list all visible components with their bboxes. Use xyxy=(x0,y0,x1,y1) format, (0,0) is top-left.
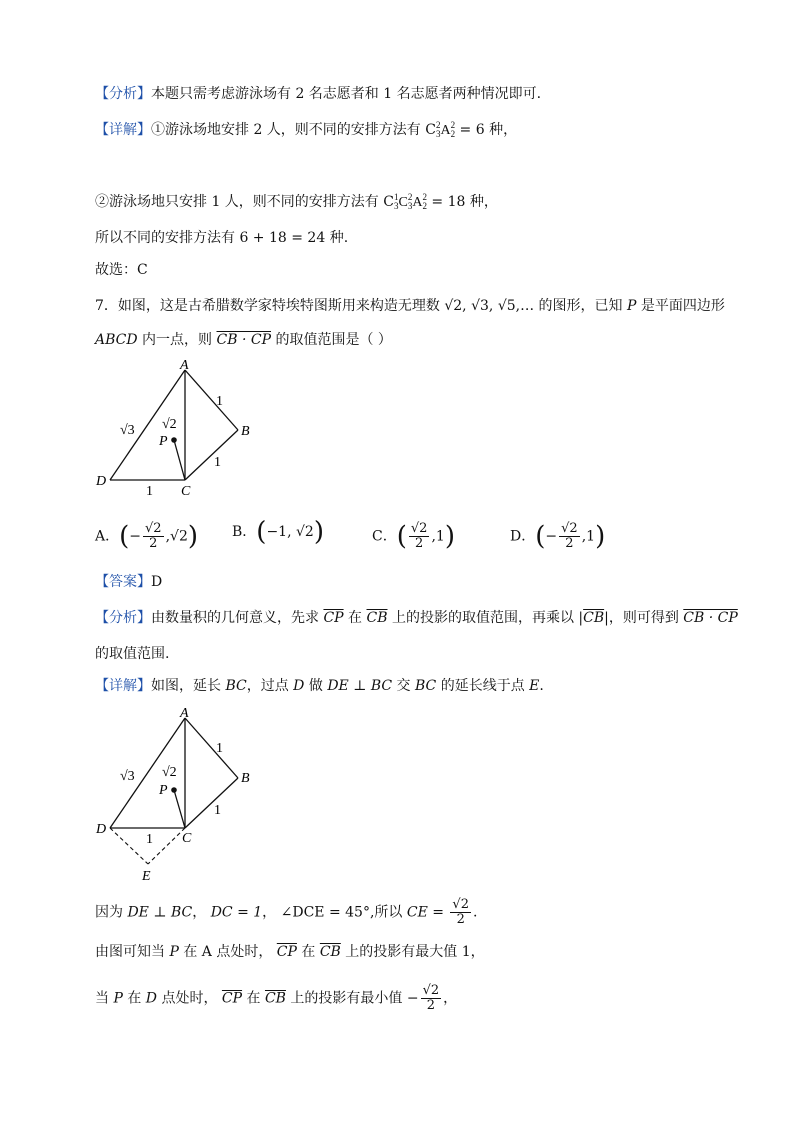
q6-detail-2-a: A xyxy=(412,195,423,210)
q7-detail-g: . xyxy=(539,678,544,694)
q6-detail-2-c2: C xyxy=(398,195,408,210)
label-e-2: E xyxy=(142,869,151,884)
analysis-tag-q7: 【分析】 xyxy=(95,610,151,626)
q7-option-d[interactable]: D．(− $\frac{√2}{2}$ ,1) xyxy=(510,521,606,552)
q7-answer-line xyxy=(95,572,162,592)
max-a: 由图可知当 xyxy=(95,944,170,960)
q7-stem-abcd: ABCD xyxy=(95,332,138,348)
because-end: . xyxy=(472,904,478,921)
q7-detail-a: 如图，延长 xyxy=(151,678,226,694)
q7-analysis-cp: $\overline{CP}$ xyxy=(323,610,344,626)
q6-detail-line-2 xyxy=(95,192,498,213)
q7-stem-line-2 xyxy=(95,330,392,350)
detail-tag: 【详解】 xyxy=(95,122,151,138)
q7-stem-line-1 xyxy=(95,296,725,316)
q7-detail-b: ，过点 xyxy=(246,678,294,694)
q6-detail-2-tail: = 18 种， xyxy=(426,194,498,210)
min-frac: $\frac{√2}{2}$ xyxy=(422,983,440,1013)
label-ab-2: 1 xyxy=(216,741,223,756)
label-p: P xyxy=(159,434,168,449)
q6-detail-line-1 xyxy=(95,120,517,141)
label-c: C xyxy=(181,484,191,499)
max-d: 上的投影有最大值 1， xyxy=(340,944,485,960)
because-perp: DE ⊥ BC xyxy=(127,904,193,921)
option-c-frac: $\frac{√2}{2}$ xyxy=(410,521,428,551)
label-ab: 1 xyxy=(216,394,223,409)
because-frac: $\frac{√2}{2}$ xyxy=(452,897,469,927)
q7-detail-bc: BC xyxy=(225,678,247,694)
min-cp: $\overline{CP}$ xyxy=(221,990,243,1007)
label-b: B xyxy=(241,424,250,439)
q6-summary-line: 所以不同的安排方法有 6 + 18 = 24 种. xyxy=(95,230,349,246)
q6-detail-1-a: A xyxy=(440,123,451,138)
q7-detail-e: 交 xyxy=(392,678,415,694)
option-a-frac: $\frac{√2}{2}$ xyxy=(145,521,162,551)
because-c: ， ∠DCE = 45°,所以 xyxy=(262,904,407,921)
max-b: 在 A 点处时， xyxy=(178,944,277,960)
edge-ce-dashed xyxy=(148,828,185,864)
answer-tag: 【答案】 xyxy=(95,574,151,590)
point-p-2 xyxy=(171,787,177,793)
q6-choice-line: 故选：C xyxy=(95,262,148,278)
option-d-frac: $\frac{√2}{2}$ xyxy=(561,521,578,551)
option-b-text: −1, √2 xyxy=(266,524,314,540)
q7-detail-d: D xyxy=(293,678,305,694)
segment-pc-2 xyxy=(174,790,185,828)
min-d: D xyxy=(145,990,158,1007)
q6-detail-1-text: ①游泳场地安排 2 人，则不同的安排方法有 C xyxy=(151,122,436,138)
option-d-neg: − xyxy=(545,528,558,545)
label-ad: √3 xyxy=(120,423,135,438)
q6-analysis-text: 本题只需考虑游泳场有 2 名志愿者和 1 名志愿者两种情况即可. xyxy=(151,86,542,102)
option-d-label: D． xyxy=(510,528,536,545)
edge-ab-2 xyxy=(185,718,238,778)
label-d: D xyxy=(96,474,107,489)
q7-option-b[interactable]: B．(−1, √2) xyxy=(232,517,324,547)
edge-de-dashed xyxy=(110,828,148,864)
label-ac-2: √2 xyxy=(162,765,177,780)
q7-analysis-line-2: 的取值范围. xyxy=(95,646,170,662)
q7-analysis-c: 上的投影的取值范围，再乘以 | xyxy=(387,610,584,626)
label-dc: 1 xyxy=(146,484,153,499)
q7-min-line xyxy=(95,984,457,1013)
q7-stem-dot-product: CB · CP xyxy=(216,332,271,348)
label-ac: √2 xyxy=(162,417,177,432)
q7-stem-2b: 内一点，则 xyxy=(137,332,217,348)
q7-option-a[interactable]: A．(− $\frac{√2}{2}$ ,√2) xyxy=(95,521,199,552)
label-dc-2: 1 xyxy=(146,832,153,847)
q7-analysis-b: 在 xyxy=(343,610,367,626)
q7-detail-E: E xyxy=(529,678,540,694)
q7-stem-p: P xyxy=(627,298,637,314)
q6-detail-2-c1-supsub: 1 3 xyxy=(393,192,399,211)
q6-detail-2-text: ②游泳场地只安排 1 人，则不同的安排方法有 C xyxy=(95,194,394,210)
segment-pc xyxy=(174,440,185,480)
q6-detail-1-tail: = 6 种， xyxy=(455,122,518,138)
q7-analysis-cb2: $\overline{CB}$ xyxy=(583,610,605,626)
because-ce: CE = xyxy=(406,904,449,921)
option-a-label: A． xyxy=(95,528,120,545)
label-a: A xyxy=(180,360,189,373)
edge-ab xyxy=(185,370,238,430)
q7-max-line xyxy=(95,942,485,962)
min-b: 在 xyxy=(122,990,146,1007)
because-dc: DC = 1 xyxy=(210,904,263,921)
because-a: 因为 xyxy=(95,904,128,921)
because-b: ， xyxy=(192,904,211,921)
option-b-label: B． xyxy=(232,524,257,540)
option-c-right: 1 xyxy=(435,528,445,545)
label-d-2: D xyxy=(96,822,107,837)
q6-detail-2-a-supsub: 2 2 xyxy=(422,192,427,211)
min-end: ， xyxy=(443,990,458,1007)
label-bc-2: 1 xyxy=(214,803,221,818)
label-b-2: B xyxy=(241,771,250,786)
max-p: P xyxy=(169,944,179,960)
q7-detail-perp: DE ⊥ BC xyxy=(327,678,393,694)
min-e: 在 xyxy=(242,990,265,1007)
q7-answer-value: D xyxy=(151,574,163,590)
min-a: 当 xyxy=(95,990,114,1007)
edge-bc xyxy=(185,430,238,480)
min-cb: $\overline{CB}$ xyxy=(264,990,286,1007)
max-cb: $\overline{CB}$ xyxy=(319,944,341,960)
point-p xyxy=(171,437,177,443)
label-p-2: P xyxy=(159,783,168,798)
analysis-tag: 【分析】 xyxy=(95,86,151,102)
label-c-2: C xyxy=(182,831,192,846)
q6-detail-1-a-supsub: 2 2 xyxy=(450,120,456,139)
option-a-neg: − xyxy=(129,528,142,545)
option-d-right: 1 xyxy=(586,528,596,545)
q7-figure-2 xyxy=(90,706,260,886)
q7-because-line xyxy=(95,898,477,927)
q7-stem-1b: 是平面四边形 xyxy=(636,298,725,314)
q7-figure-1 xyxy=(90,360,260,500)
option-c-label: C． xyxy=(372,528,397,545)
label-bc: 1 xyxy=(214,455,221,470)
q7-option-c[interactable]: C．( $\frac{√2}{2}$ ,1) xyxy=(372,521,455,552)
min-f: 上的投影有最小值 − xyxy=(285,990,419,1007)
max-cp: $\overline{CP}$ xyxy=(276,944,297,960)
q6-analysis-line xyxy=(95,84,541,104)
min-c: 点处时， xyxy=(157,990,222,1007)
q7-detail-f: 的延长线于点 xyxy=(436,678,530,694)
detail-tag-q7: 【详解】 xyxy=(95,678,151,694)
label-a-2: A xyxy=(180,706,189,721)
q6-detail-2-c2-supsub: 2 3 xyxy=(407,192,413,211)
q7-analysis-line-1 xyxy=(95,608,738,628)
q7-detail-bc2: BC xyxy=(415,678,437,694)
q7-analysis-cb: $\overline{CB}$ xyxy=(366,610,388,626)
q7-detail-c: 做 xyxy=(304,678,328,694)
q7-analysis-a: 由数量积的几何意义，先求 xyxy=(151,610,324,626)
edge-bc-2 xyxy=(185,778,238,828)
q6-detail-1-c-supsub: 2 3 xyxy=(435,120,441,139)
q7-analysis-d: |，则可得到 xyxy=(604,610,684,626)
q7-stem-2c: 的取值范围是（ ） xyxy=(271,332,392,348)
min-p: P xyxy=(113,990,123,1007)
q7-analysis-dot: CB · CP xyxy=(683,610,738,626)
label-ad-2: √3 xyxy=(120,769,135,784)
q7-detail-line xyxy=(95,676,544,696)
max-c: 在 xyxy=(296,944,320,960)
q7-stem-1a: 7．如图，这是古希腊数学家特埃特图斯用来构造无理数 √2, √3, √5,… 的图形，已知 xyxy=(95,298,627,314)
option-a-right: √2 xyxy=(170,528,188,545)
